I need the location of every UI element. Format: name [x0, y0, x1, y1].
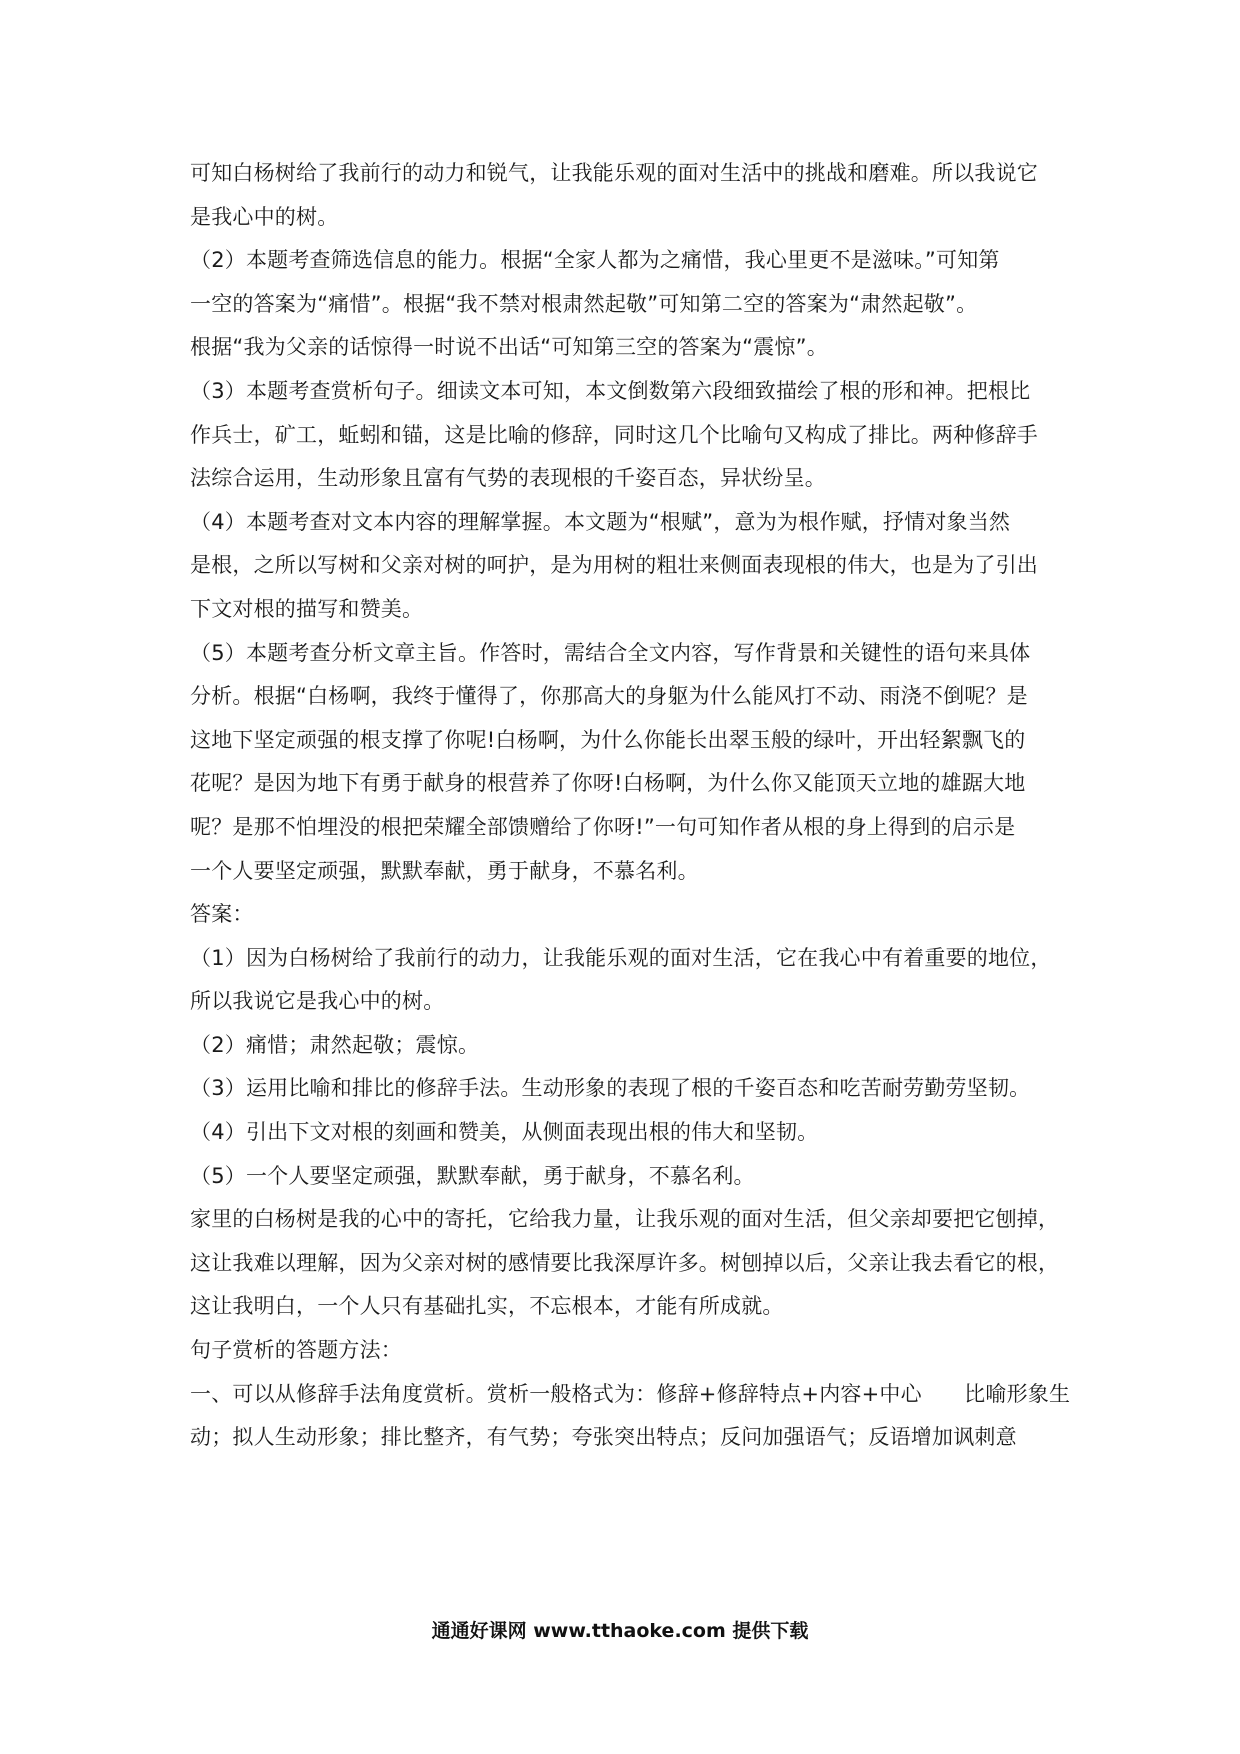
- text-line: 法综合运用，生动形象且富有气势的表现根的千姿百态，异状纷呈。: [190, 466, 826, 491]
- text-line: 一、可以从修辞手法角度赏析。赏析一般格式为：修辞+修辞特点+内容+中心 比喻形象生: [190, 1381, 1071, 1406]
- text-line: 花呢？是因为地下有勇于献身的根营养了你呀!白杨啊，为什么你又能顶天立地的雄踞大地: [190, 771, 1026, 796]
- text-line: 家里的白杨树是我的心中的寄托，它给我力量，让我乐观的面对生活，但父亲却要把它刨掉，: [190, 1207, 1060, 1232]
- text-line: 是我心中的树。: [190, 204, 339, 229]
- text-line: （2）痛惜；肃然起敬；震惊。: [190, 1032, 480, 1057]
- text-line: （1）因为白杨树给了我前行的动力，让我能乐观的面对生活，它在我心中有着重要的地位，: [190, 945, 1052, 970]
- text-line: （3）运用比喻和排比的修辞手法。生动形象的表现了根的千姿百态和吃苦耐劳勤劳坚韧。: [190, 1076, 1031, 1101]
- text-line: 这地下坚定顽强的根支撑了你呢!白杨啊，为什么你能长出翠玉般的绿叶，开出轻絮飘飞的: [190, 727, 1026, 752]
- text-line: 作兵士，矿工，蚯蚓和锚，这是比喻的修辞，同时这几个比喻句又构成了排比。两种修辞手: [190, 422, 1038, 447]
- text-line: （4）引出下文对根的刻画和赞美，从侧面表现出根的伟大和坚韧。: [190, 1120, 819, 1145]
- text-line: 所以我说它是我心中的树。: [190, 989, 445, 1014]
- text-line: 一个人要坚定顽强，默默奉献，勇于献身，不慕名利。: [190, 858, 699, 883]
- text-line: 这让我明白，一个人只有基础扎实，不忘根本，才能有所成就。: [190, 1294, 784, 1319]
- text-line: 是根，之所以写树和父亲对树的呵护，是为用树的粗壮来侧面表现根的伟大，也是为了引出: [190, 553, 1038, 578]
- text-line: 分析。根据“白杨啊，我终于懂得了，你那高大的身躯为什么能风打不动、雨浇不倒呢？是: [190, 684, 1028, 709]
- text-line: 一空的答案为“痛惜”。根据“我不禁对根肃然起敬”可知第二空的答案为“肃然起敬”。: [190, 291, 978, 316]
- answer-heading: 答案：: [190, 902, 254, 927]
- text-line: 根据“我为父亲的话惊得一时说不出话“可知第三空的答案为“震惊”。: [190, 335, 828, 360]
- page-footer: 通通好课网 www.tthaoke.com 提供下载: [431, 1620, 809, 1642]
- text-line: （5）本题考查分析文章主旨。作答时，需结合全文内容，写作背景和关键性的语句来具体: [190, 640, 1031, 665]
- text-line: （4）本题考查对文本内容的理解掌握。本文题为“根赋”，意为为根作赋，抒情对象当然: [190, 509, 1011, 534]
- text-line: 可知白杨树给了我前行的动力和锐气，让我能乐观的面对生活中的挑战和磨难。所以我说它: [190, 161, 1038, 185]
- method-heading: 句子赏析的答题方法：: [190, 1338, 402, 1363]
- text-line: （3）本题考查赏析句子。细读文本可知，本文倒数第六段细致描绘了根的形和神。把根比: [190, 378, 1031, 403]
- document-body: [190, 152, 1071, 1460]
- text-line: 这让我难以理解，因为父亲对树的感情要比我深厚许多。树刨掉以后，父亲让我去看它的根，: [190, 1250, 1060, 1275]
- text-line: 下文对根的描写和赞美。: [190, 596, 424, 621]
- text-line: （5）一个人要坚定顽强，默默奉献，勇于献身，不慕名利。: [190, 1163, 755, 1188]
- text-line: （2）本题考查筛选信息的能力。根据“全家人都为之痛惜，我心里更不是滋味。”可知第: [190, 248, 1000, 273]
- text-line: 动；拟人生动形象；排比整齐，有气势；夸张突出特点；反问加强语气；反语增加讽刺意: [190, 1425, 1017, 1450]
- text-line: 呢？是那不怕埋没的根把荣耀全部馈赠给了你呀!”一句可知作者从根的身上得到的启示是: [190, 814, 1016, 839]
